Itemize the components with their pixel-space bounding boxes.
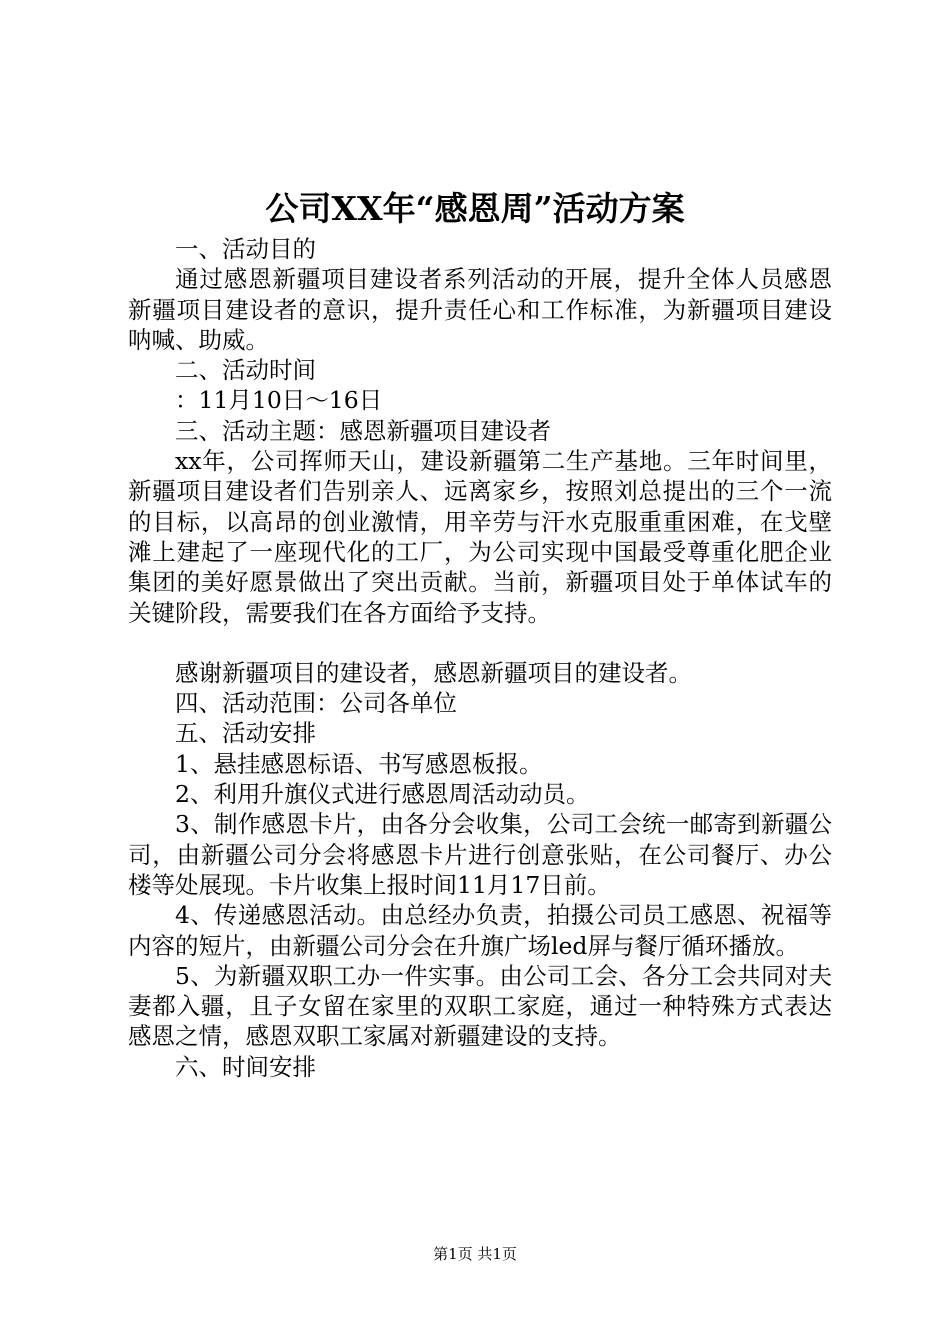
paragraph-purpose: 通过感恩新疆项目建设者系列活动的开展，提升全体人员感恩新疆项目建设者的意识，提升责任心和工作标准，为新疆项目建设呐喊、助威。 <box>128 265 832 354</box>
page-footer: 第1页 共1页 <box>433 1245 517 1263</box>
list-item-5: 5、为新疆双职工办一件实事。由公司工会、各分工会共同对夫妻都入疆，且子女留在家里的双职工家庭，通过一种特殊方式表达感恩之情，感恩双职工家属对新疆建设的支持。 <box>128 961 832 1051</box>
list-item-3: 3、制作感恩卡片，由各分会收集，公司工会统一邮寄到新疆公司，由新疆公司分会将感恩卡片进行创意张贴，在公司餐厅、办公楼等处展现。卡片收集上报时间11月17日前。 <box>128 810 832 899</box>
heading-activity-scope: 四、活动范围：公司各单位 <box>175 689 457 718</box>
heading-schedule: 六、时间安排 <box>175 1052 316 1081</box>
paragraph-theme: xx年，公司挥师天山，建设新疆第二生产基地。三年时间里，新疆项目建设者们告别亲人、远离家乡，按照刘总提出的三个一流的目标，以高昂的创业激情，用辛劳与汗水克服重重困难，在戈壁滩上建起了一座现代化的工厂，为公司实现中国最受尊重化肥企业集团的美好愿景做出了突出贡献。当前，新疆项目处于单体试车的关键阶段，需要我们在各方面给予支持。 <box>128 447 832 627</box>
heading-activity-theme: 三、活动主题：感恩新疆项目建设者 <box>175 416 551 445</box>
document-title: 公司XX年“感恩周”活动方案 <box>265 189 685 228</box>
list-item-1: 1、悬挂感恩标语、书写感恩板报。 <box>175 749 543 778</box>
heading-activity-purpose: 一、活动目的 <box>175 235 316 263</box>
paragraph-thanks: 感谢新疆项目的建设者，感恩新疆项目的建设者。 <box>175 658 692 687</box>
paragraph-time: ：11月10日～16日 <box>175 386 383 415</box>
document-body <box>128 234 832 1082</box>
list-item-2: 2、利用升旗仪式进行感恩周活动动员。 <box>175 780 590 809</box>
heading-activity-time: 二、活动时间 <box>175 356 316 385</box>
heading-activity-arrangement: 五、活动安排 <box>175 719 316 748</box>
list-item-4: 4、传递感恩活动。由总经办负责，拍摄公司员工感恩、祝福等内容的短片，由新疆公司分会在升旗广场led屏与餐厅循环播放。 <box>128 901 832 960</box>
